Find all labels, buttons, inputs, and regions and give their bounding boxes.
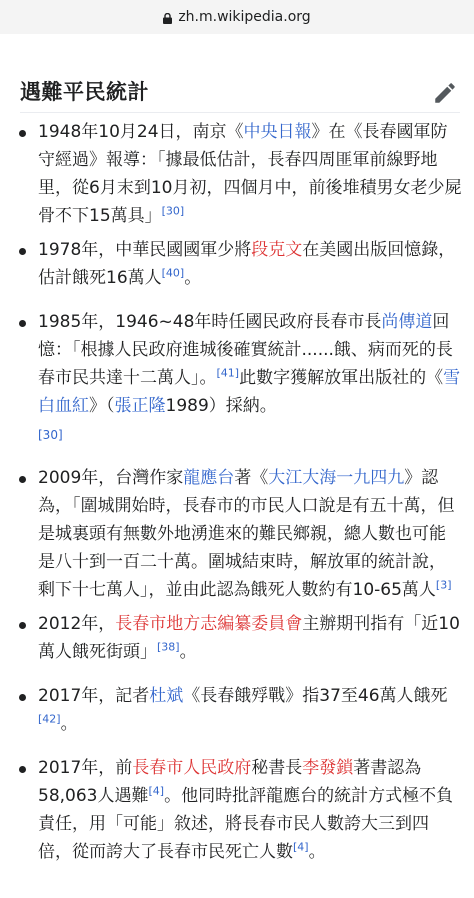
list-item: 2012年，長春市地方志編纂委員會主辦期刊指有「近10萬人餓死街頭」[38]。 (18, 610, 462, 666)
ref-link[interactable]: [3] (435, 578, 452, 592)
section-header (20, 74, 460, 114)
edit-pencil-icon[interactable] (432, 80, 458, 106)
link-li-fasuo[interactable]: 李發鎖 (302, 758, 354, 778)
statistics-list (18, 118, 462, 866)
link-changchun-government[interactable]: 長春市人民政府 (132, 758, 252, 778)
address-bar[interactable] (0, 0, 474, 34)
ref-link[interactable]: [4] (293, 840, 309, 854)
list-item: 1985年，1946~48年時任國民政府長春市長尚傳道回憶：「根據人民政府進城後確實統計......餓、病而死的長春市民共達十二萬人」。[41]此數字獲解放軍出版社的《雪白血紅》（張正隆1989）採納。 [30] (18, 308, 462, 449)
section-divider (20, 112, 460, 113)
list-item: 1978年，中華民國國軍少將段克文在美國出版回憶錄，估計餓死16萬人[40]。 (18, 236, 462, 292)
ref-link[interactable]: [4] (148, 784, 165, 798)
ref-link[interactable]: [40] (161, 266, 185, 280)
link-zhang-zhenglong[interactable]: 張正隆 (114, 396, 166, 416)
ref-link[interactable]: [30] (38, 428, 63, 442)
ref-link[interactable]: [41] (216, 366, 240, 380)
link-xuebai-xuehong[interactable]: 雪白血紅 (38, 368, 461, 416)
link-duan-kewen[interactable]: 段克文 (251, 240, 303, 260)
list-item: 2017年，前長春市人民政府秘書長李發鎖著書認為58,063人遇難[4]。他同時批評龍應台的統計方式極不負責任，用「可能」敘述，將長春市民人數誇大三到四倍，從而誇大了長春市民死亡人數[4]。 (18, 754, 462, 866)
link-shang-chuandao[interactable]: 尚傳道 (381, 312, 433, 332)
list-item: 1948年10月24日，南京《中央日報》在《長春國軍防守經過》報導：「據最低估計，長春四周匪軍前線野地里，從6月末到10月初，四個月中，前後堆積男女老少屍骨不下15萬具」[30] (18, 118, 462, 230)
link-changchun-gazetteer-committee[interactable]: 長春市地方志編纂委員會 (115, 614, 303, 634)
section-title: 遇難平民統計 (20, 80, 149, 104)
lock-icon (163, 13, 172, 24)
link-long-yingtai[interactable]: 龍應台 (183, 468, 235, 488)
link-big-river-big-sea[interactable]: 大江大海一九四九 (268, 468, 405, 488)
list-item: 2009年，台灣作家龍應台著《大江大海一九四九》認為，「圍城開始時，長春市的市民人口說是有五十萬，但是城裏頭有無數外地湧進來的難民鄉親，總人數也可能是八十到一百二十萬。圍城結束時，解放軍的統計說，剩下十七萬人」，並由此認為餓死人數約有10-65萬人[3] (18, 464, 462, 604)
ref-link[interactable]: [30] (161, 204, 185, 218)
list-item: 2017年，記者杜斌《長春餓殍戰》指37至46萬人餓死[42]。 (18, 682, 462, 738)
url-text: zh.m.wikipedia.org (178, 9, 311, 25)
link-central-daily[interactable]: 中央日報 (243, 122, 312, 142)
link-du-bin[interactable]: 杜斌 (149, 686, 184, 706)
ref-link[interactable]: [42] (38, 712, 61, 726)
ref-link[interactable]: [38] (157, 640, 180, 654)
